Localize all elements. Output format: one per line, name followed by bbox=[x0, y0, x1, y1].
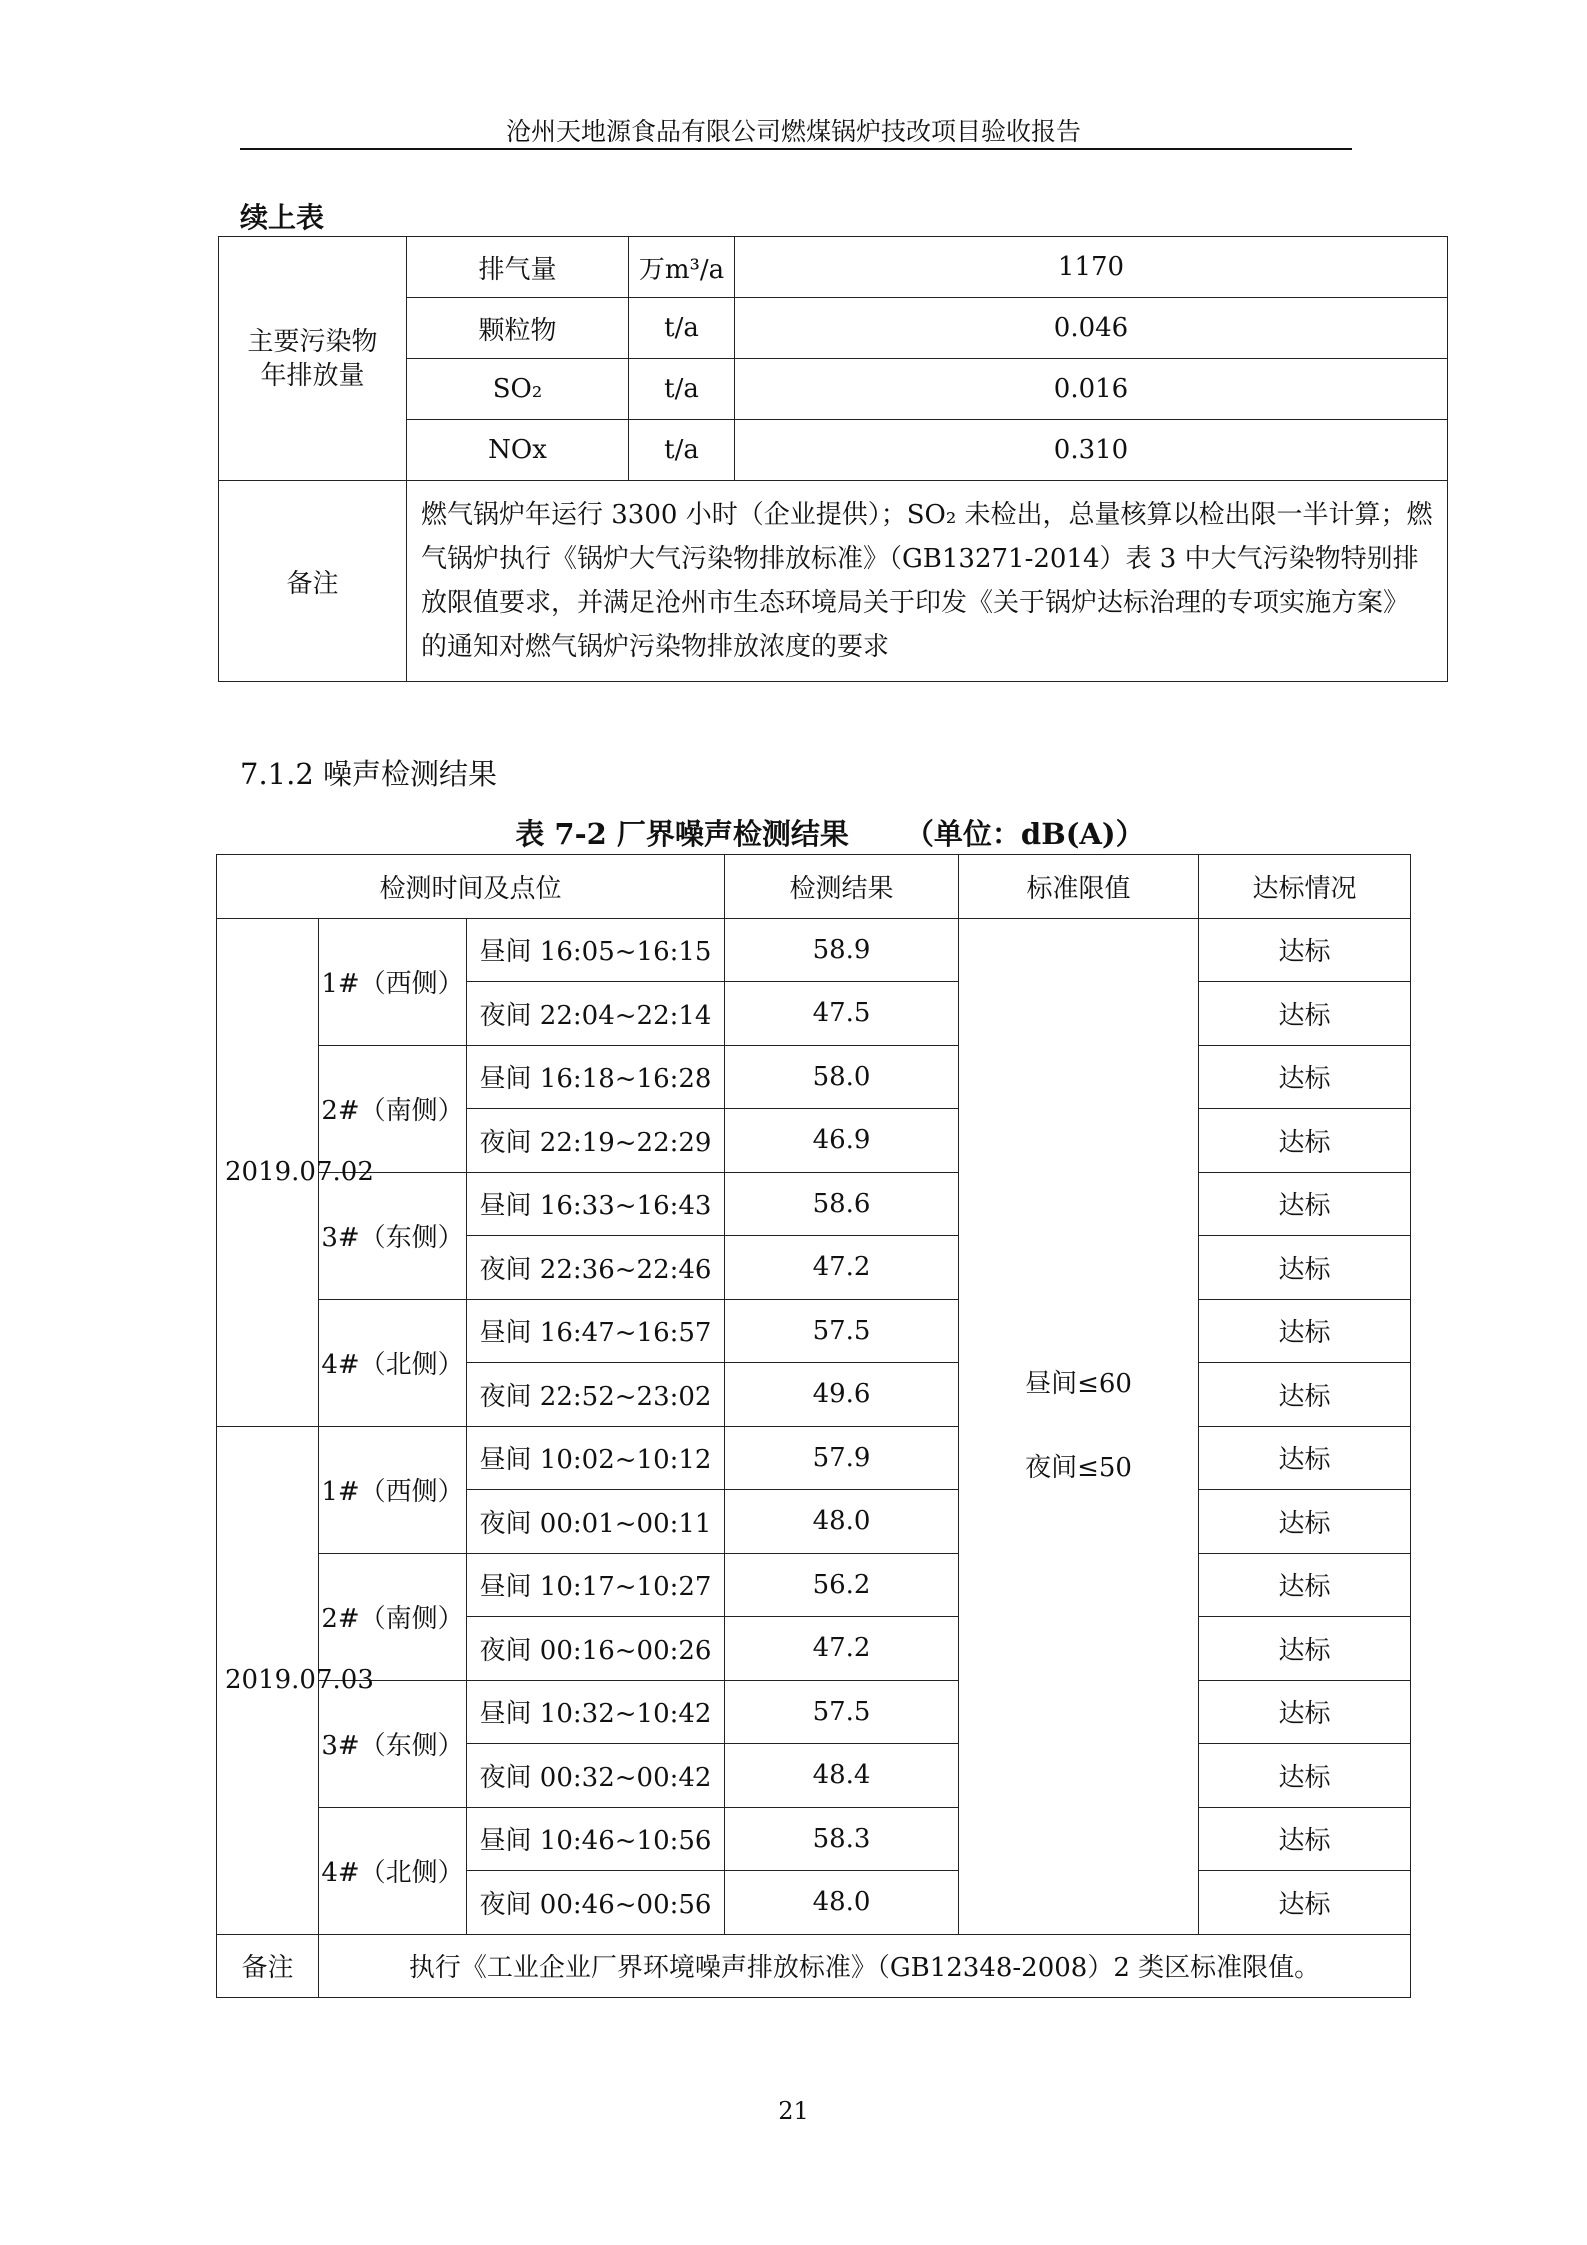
table-row bbox=[217, 918, 1411, 982]
time-cell: 昼间 16:18~16:28 bbox=[467, 1045, 725, 1109]
header-row bbox=[217, 855, 1411, 919]
item-cell: NOx bbox=[407, 420, 629, 481]
point-cell: 4#（北侧） bbox=[319, 1299, 467, 1426]
standard-limit-line: 昼间≤60 bbox=[1025, 1369, 1132, 1399]
time-cell: 昼间 10:32~10:42 bbox=[467, 1680, 725, 1744]
status-cell: 达标 bbox=[1199, 1744, 1411, 1808]
result-cell: 48.0 bbox=[725, 1871, 959, 1935]
result-cell: 57.5 bbox=[725, 1299, 959, 1363]
point-cell: 2#（南侧） bbox=[319, 1045, 467, 1172]
time-cell: 昼间 16:05~16:15 bbox=[467, 918, 725, 982]
table-row bbox=[217, 1807, 1411, 1871]
table-row bbox=[217, 1299, 1411, 1363]
note-row bbox=[219, 481, 1448, 682]
note-row bbox=[217, 1934, 1411, 1998]
value-cell: 0.046 bbox=[735, 298, 1448, 359]
date-cell: 2019.07.03 bbox=[217, 1426, 319, 1934]
status-cell: 达标 bbox=[1199, 1680, 1411, 1744]
time-cell: 夜间 00:01~00:11 bbox=[467, 1490, 725, 1554]
caption-unit: （单位：dB(A)） bbox=[904, 817, 1145, 851]
point-cell: 3#（东侧） bbox=[319, 1172, 467, 1299]
header-rule bbox=[240, 148, 1352, 150]
status-cell: 达标 bbox=[1199, 918, 1411, 982]
table-row bbox=[217, 1172, 1411, 1236]
unit-cell: t/a bbox=[629, 359, 735, 420]
noise-table-body bbox=[217, 855, 1411, 1998]
continued-label: 续上表 bbox=[240, 201, 325, 234]
header-cell: 标准限值 bbox=[959, 855, 1199, 919]
result-cell: 57.5 bbox=[725, 1680, 959, 1744]
time-cell: 夜间 22:04~22:14 bbox=[467, 982, 725, 1046]
time-cell: 昼间 16:33~16:43 bbox=[467, 1172, 725, 1236]
status-cell: 达标 bbox=[1199, 1807, 1411, 1871]
unit-cell: t/a bbox=[629, 420, 735, 481]
result-cell: 48.0 bbox=[725, 1490, 959, 1554]
item-cell: 排气量 bbox=[407, 237, 629, 298]
status-cell: 达标 bbox=[1199, 1172, 1411, 1236]
status-cell: 达标 bbox=[1199, 1363, 1411, 1427]
time-cell: 夜间 22:36~22:46 bbox=[467, 1236, 725, 1300]
status-cell: 达标 bbox=[1199, 982, 1411, 1046]
noise-table bbox=[216, 854, 1411, 1998]
caption-title: 表 7-2 厂界噪声检测结果 bbox=[515, 817, 849, 851]
table-row bbox=[217, 1426, 1411, 1490]
note-text: 执行《工业企业厂界环境噪声排放标准》（GB12348-2008）2 类区标准限值。 bbox=[319, 1934, 1411, 1998]
page-header-title: 沧州天地源食品有限公司燃煤锅炉技改项目验收报告 bbox=[505, 117, 1081, 146]
status-cell: 达标 bbox=[1199, 1426, 1411, 1490]
item-cell: 颗粒物 bbox=[407, 298, 629, 359]
value-cell: 1170 bbox=[735, 237, 1448, 298]
result-cell: 57.9 bbox=[725, 1426, 959, 1490]
time-cell: 昼间 10:02~10:12 bbox=[467, 1426, 725, 1490]
status-cell: 达标 bbox=[1199, 1617, 1411, 1681]
date-cell: 2019.07.02 bbox=[217, 918, 319, 1426]
standard-limit-cell bbox=[959, 918, 1199, 1934]
result-cell: 58.6 bbox=[725, 1172, 959, 1236]
header-cell: 检测时间及点位 bbox=[217, 855, 725, 919]
status-cell: 达标 bbox=[1199, 1236, 1411, 1300]
standard-limit-line: 夜间≤50 bbox=[1025, 1453, 1132, 1483]
result-cell: 49.6 bbox=[725, 1363, 959, 1427]
status-cell: 达标 bbox=[1199, 1299, 1411, 1363]
time-cell: 夜间 00:46~00:56 bbox=[467, 1871, 725, 1935]
status-cell: 达标 bbox=[1199, 1871, 1411, 1935]
section-title: 7.1.2 噪声检测结果 bbox=[240, 757, 498, 791]
result-cell: 47.5 bbox=[725, 982, 959, 1046]
time-cell: 夜间 22:19~22:29 bbox=[467, 1109, 725, 1173]
status-cell: 达标 bbox=[1199, 1045, 1411, 1109]
status-cell: 达标 bbox=[1199, 1553, 1411, 1617]
table-row bbox=[217, 1680, 1411, 1744]
note-label: 备注 bbox=[219, 481, 407, 682]
result-cell: 47.2 bbox=[725, 1617, 959, 1681]
result-cell: 58.0 bbox=[725, 1045, 959, 1109]
header-cell: 达标情况 bbox=[1199, 855, 1411, 919]
status-cell: 达标 bbox=[1199, 1490, 1411, 1554]
table-row bbox=[217, 1553, 1411, 1617]
time-cell: 夜间 00:16~00:26 bbox=[467, 1617, 725, 1681]
point-cell: 1#（西侧） bbox=[319, 1426, 467, 1553]
time-cell: 昼间 10:17~10:27 bbox=[467, 1553, 725, 1617]
page-number: 21 bbox=[778, 2097, 809, 2125]
table-row bbox=[219, 237, 1448, 298]
status-cell: 达标 bbox=[1199, 1109, 1411, 1173]
result-cell: 48.4 bbox=[725, 1744, 959, 1808]
time-cell: 昼间 10:46~10:56 bbox=[467, 1807, 725, 1871]
table-caption bbox=[0, 812, 1587, 853]
value-cell: 0.310 bbox=[735, 420, 1448, 481]
point-cell: 3#（东侧） bbox=[319, 1680, 467, 1807]
point-cell: 4#（北侧） bbox=[319, 1807, 467, 1934]
result-cell: 46.9 bbox=[725, 1109, 959, 1173]
time-cell: 夜间 00:32~00:42 bbox=[467, 1744, 725, 1808]
group-label: 主要污染物年排放量 bbox=[219, 237, 407, 481]
point-cell: 1#（西侧） bbox=[319, 918, 467, 1045]
header-cell: 检测结果 bbox=[725, 855, 959, 919]
time-cell: 昼间 16:47~16:57 bbox=[467, 1299, 725, 1363]
point-cell: 2#（南侧） bbox=[319, 1553, 467, 1680]
note-text: 燃气锅炉年运行 3300 小时（企业提供）；SO₂ 未检出，总量核算以检出限一半计算；燃气锅炉执行《锅炉大气污染物排放标准》（GB13271-2014）表 3 中大气污染物特别排放限值要求，并满足沧州市生态环境局关于印发《关于锅炉达标治理的专项实施方案》的通知对燃气锅炉污染物排放浓度的要求 bbox=[407, 481, 1448, 682]
result-cell: 56.2 bbox=[725, 1553, 959, 1617]
table-row bbox=[217, 1045, 1411, 1109]
unit-cell: 万m³/a bbox=[629, 237, 735, 298]
value-cell: 0.016 bbox=[735, 359, 1448, 420]
time-cell: 夜间 22:52~23:02 bbox=[467, 1363, 725, 1427]
unit-cell: t/a bbox=[629, 298, 735, 359]
note-label: 备注 bbox=[217, 1934, 319, 1998]
item-cell: SO₂ bbox=[407, 359, 629, 420]
result-cell: 58.9 bbox=[725, 918, 959, 982]
result-cell: 58.3 bbox=[725, 1807, 959, 1871]
result-cell: 47.2 bbox=[725, 1236, 959, 1300]
emission-table bbox=[218, 236, 1448, 682]
